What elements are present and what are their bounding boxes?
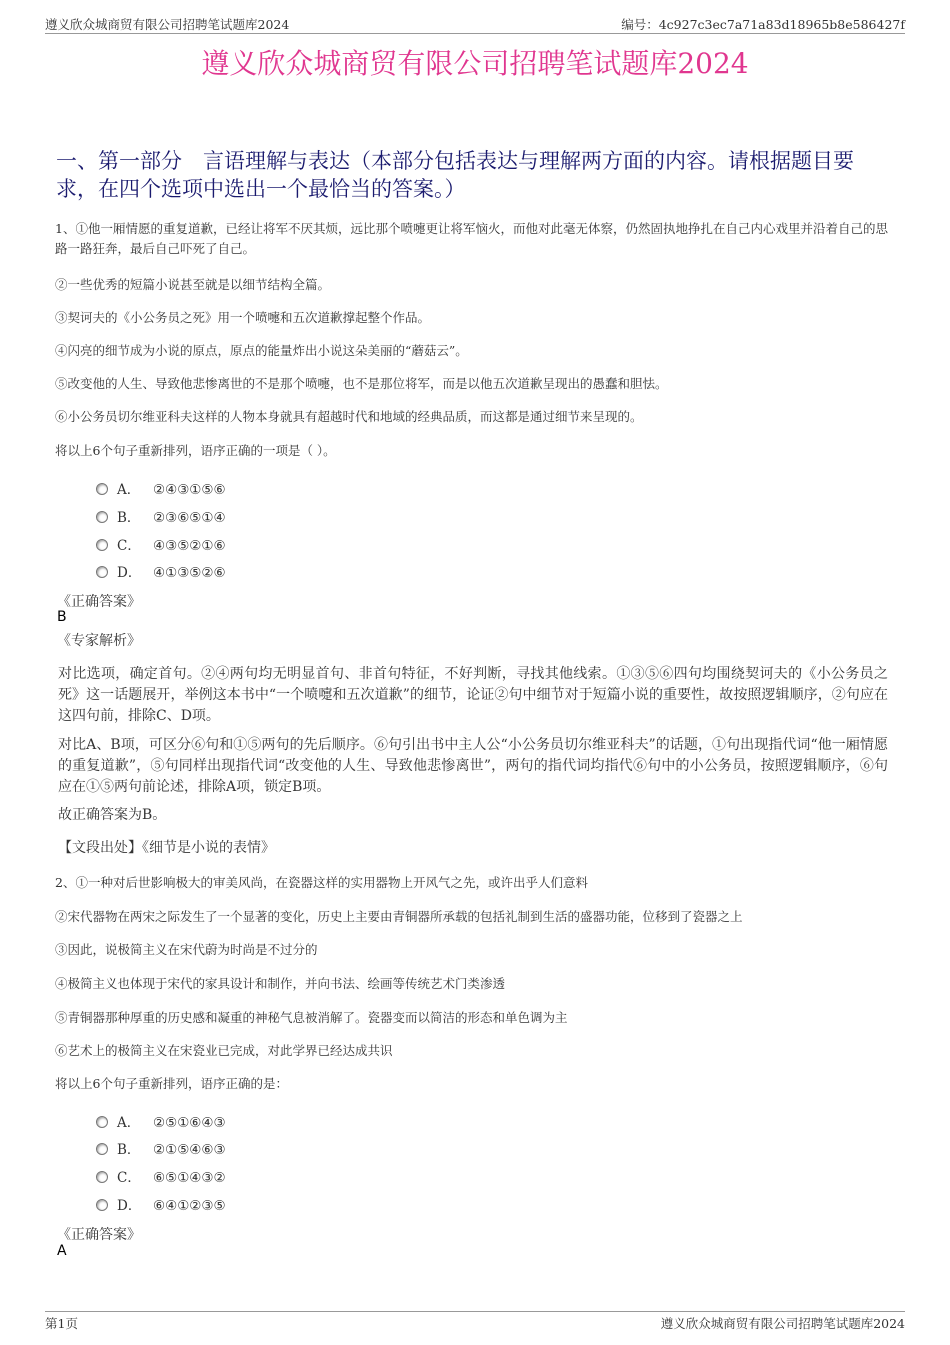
option-letter: B． bbox=[117, 510, 141, 526]
option-letter: D． bbox=[117, 565, 142, 581]
q1-analysis-paragraph-1: 对比选项，确定首句。②④两句均无明显首句、非首句特征，不好判断，寻找其他线索。①③⑤⑥四句均围绕契诃夫的《小公务员之死》这一话题展开，举例这本书中“一个喷嚏和五次道歉”的细节，论证②句中细节对于短篇小说的重要性，故按照逻辑顺序，②句应在这四句前，排除C、D项。 bbox=[58, 666, 888, 724]
option-text: ④③⑤②①⑥ bbox=[153, 538, 226, 554]
q1-option-b[interactable] bbox=[117, 506, 226, 526]
option-text: ②③⑥⑤①④ bbox=[153, 510, 226, 526]
option-text: ②⑤①⑥④③ bbox=[153, 1115, 226, 1131]
q1-sentence-2: ②一些优秀的短篇小说甚至就是以细节结构全篇。 bbox=[55, 277, 331, 292]
q1-stem: 1、①他一厢情愿的重复道歉，已经让将军不厌其烦，远比那个喷嚏更让将军恼火，而他对此毫无体察，仍然固执地挣扎在自己内心戏里并沿着自己的思路一路狂奔，最后自己吓死了自己。 bbox=[55, 221, 888, 256]
header-code-label: 编号： bbox=[621, 17, 659, 32]
q2-sentence-6: ⑥艺术上的极简主义在宋瓷业已完成，对此学界已经达成共识 bbox=[55, 1043, 393, 1058]
radio-button[interactable] bbox=[96, 1199, 108, 1211]
option-letter: A． bbox=[117, 482, 141, 498]
q2-option-b[interactable] bbox=[117, 1138, 226, 1158]
option-letter: C． bbox=[117, 538, 141, 554]
q2-sentence-3: ③因此，说极简主义在宋代蔚为时尚是不过分的 bbox=[55, 942, 318, 957]
q1-source: 【文段出处】《细节是小说的表情》 bbox=[58, 840, 275, 856]
radio-button[interactable] bbox=[96, 566, 108, 578]
q2-option-c[interactable] bbox=[117, 1166, 226, 1186]
q2-answer: A bbox=[57, 1243, 67, 1259]
option-text: ⑥⑤①④③② bbox=[153, 1170, 226, 1186]
option-text: ②①⑤④⑥③ bbox=[153, 1142, 226, 1158]
q2-sentence-5: ⑤青铜器那种厚重的历史感和凝重的神秘气息被消解了。瓷器变而以简洁的形态和单色调为主 bbox=[55, 1010, 568, 1025]
q2-option-a[interactable] bbox=[117, 1111, 226, 1131]
q1-sentence-5: ⑤改变他的人生、导致他悲惨离世的不是那个喷嚏，也不是那位将军，而是以他五次道歉呈现出的愚蠢和胆怯。 bbox=[55, 376, 668, 391]
option-letter: B． bbox=[117, 1142, 141, 1158]
q1-analysis-paragraph-2: 对比A、B项，可区分⑥句和①⑤两句的先后顺序。⑥句引出书中主人公“小公务员切尔维亚科夫”的话题，①句出现指代词“他一厢情愿的重复道歉”，⑤句同样出现指代词“改变他的人生、导致他悲惨离世”，两句的指代词均指代⑥句中的小公务员，按照逻辑顺序，⑥句应在①⑤两句前论述，排除A项，锁定B项。 bbox=[58, 737, 888, 795]
q1-option-a[interactable] bbox=[117, 478, 226, 498]
header-code-value: 4c927c3ec7a71a83d18965b8e586427f bbox=[658, 17, 905, 32]
option-text: ④①③⑤②⑥ bbox=[153, 565, 226, 581]
footer-page-prefix: 第 bbox=[45, 1316, 58, 1331]
footer-page-suffix: 页 bbox=[65, 1316, 78, 1331]
option-letter: D． bbox=[117, 1198, 142, 1214]
q1-sentence-3: ③契诃夫的《小公务员之死》用一个喷嚏和五次道歉撑起整个作品。 bbox=[55, 310, 431, 325]
q1-sentence-4: ④闪亮的细节成为小说的原点，原点的能量炸出小说这朵美丽的“蘑菇云”。 bbox=[55, 343, 468, 358]
header-divider bbox=[45, 33, 905, 34]
q2-option-d[interactable] bbox=[117, 1194, 226, 1214]
footer-page-number: 1 bbox=[57, 1316, 66, 1331]
header-doc-name: 遵义欣众城商贸有限公司招聘笔试题库2024 bbox=[45, 17, 290, 32]
q1-analysis-label: 《专家解析》 bbox=[57, 633, 141, 649]
q2-prompt: 将以上6个句子重新排列，语序正确的是： bbox=[55, 1076, 288, 1091]
q2-stem: 2、①一种对后世影响极大的审美风尚，在瓷器这样的实用器物上开风气之先，或许出乎人们意料 bbox=[55, 875, 588, 890]
q1-answer-label: 《正确答案》 bbox=[57, 594, 141, 610]
radio-button[interactable] bbox=[96, 511, 108, 523]
q2-answer-label: 《正确答案》 bbox=[57, 1227, 141, 1243]
radio-button[interactable] bbox=[96, 539, 108, 551]
radio-button[interactable] bbox=[96, 1171, 108, 1183]
option-text: ②④③①⑤⑥ bbox=[153, 482, 226, 498]
q1-sentence-6: ⑥小公务员切尔维亚科夫这样的人物本身就具有超越时代和地域的经典品质，而这都是通过细节来呈现的。 bbox=[55, 409, 643, 424]
q1-option-d[interactable] bbox=[117, 561, 226, 581]
header-code bbox=[621, 15, 905, 33]
footer-page bbox=[45, 1314, 78, 1332]
footer-divider bbox=[45, 1311, 905, 1312]
q1-answer: B bbox=[57, 609, 67, 625]
q1-option-c[interactable] bbox=[117, 534, 226, 554]
option-letter: C． bbox=[117, 1170, 141, 1186]
option-text: ⑥④①②③⑤ bbox=[153, 1198, 226, 1214]
q2-sentence-4: ④极简主义也体现于宋代的家具设计和制作，并向书法、绘画等传统艺术门类渗透 bbox=[55, 976, 506, 991]
section-heading: 一、第一部分 言语理解与表达（本部分包括表达与理解两方面的内容。请根据题目要求，在四个选项中选出一个最恰当的答案。） bbox=[56, 149, 854, 201]
radio-button[interactable] bbox=[96, 1116, 108, 1128]
radio-button[interactable] bbox=[96, 1143, 108, 1155]
page-title: 遵义欣众城商贸有限公司招聘笔试题库2024 bbox=[201, 47, 749, 80]
q1-prompt: 将以上6个句子重新排列，语序正确的一项是（ ）。 bbox=[55, 443, 336, 458]
radio-button[interactable] bbox=[96, 483, 108, 495]
q2-sentence-2: ②宋代器物在两宋之际发生了一个显著的变化，历史上主要由青铜器所承载的包括礼制到生活的盛器功能，位移到了瓷器之上 bbox=[55, 909, 743, 924]
q1-analysis-paragraph-3: 故正确答案为B。 bbox=[58, 807, 167, 823]
footer-doc-name: 遵义欣众城商贸有限公司招聘笔试题库2024 bbox=[660, 1316, 905, 1331]
option-letter: A． bbox=[117, 1115, 141, 1131]
